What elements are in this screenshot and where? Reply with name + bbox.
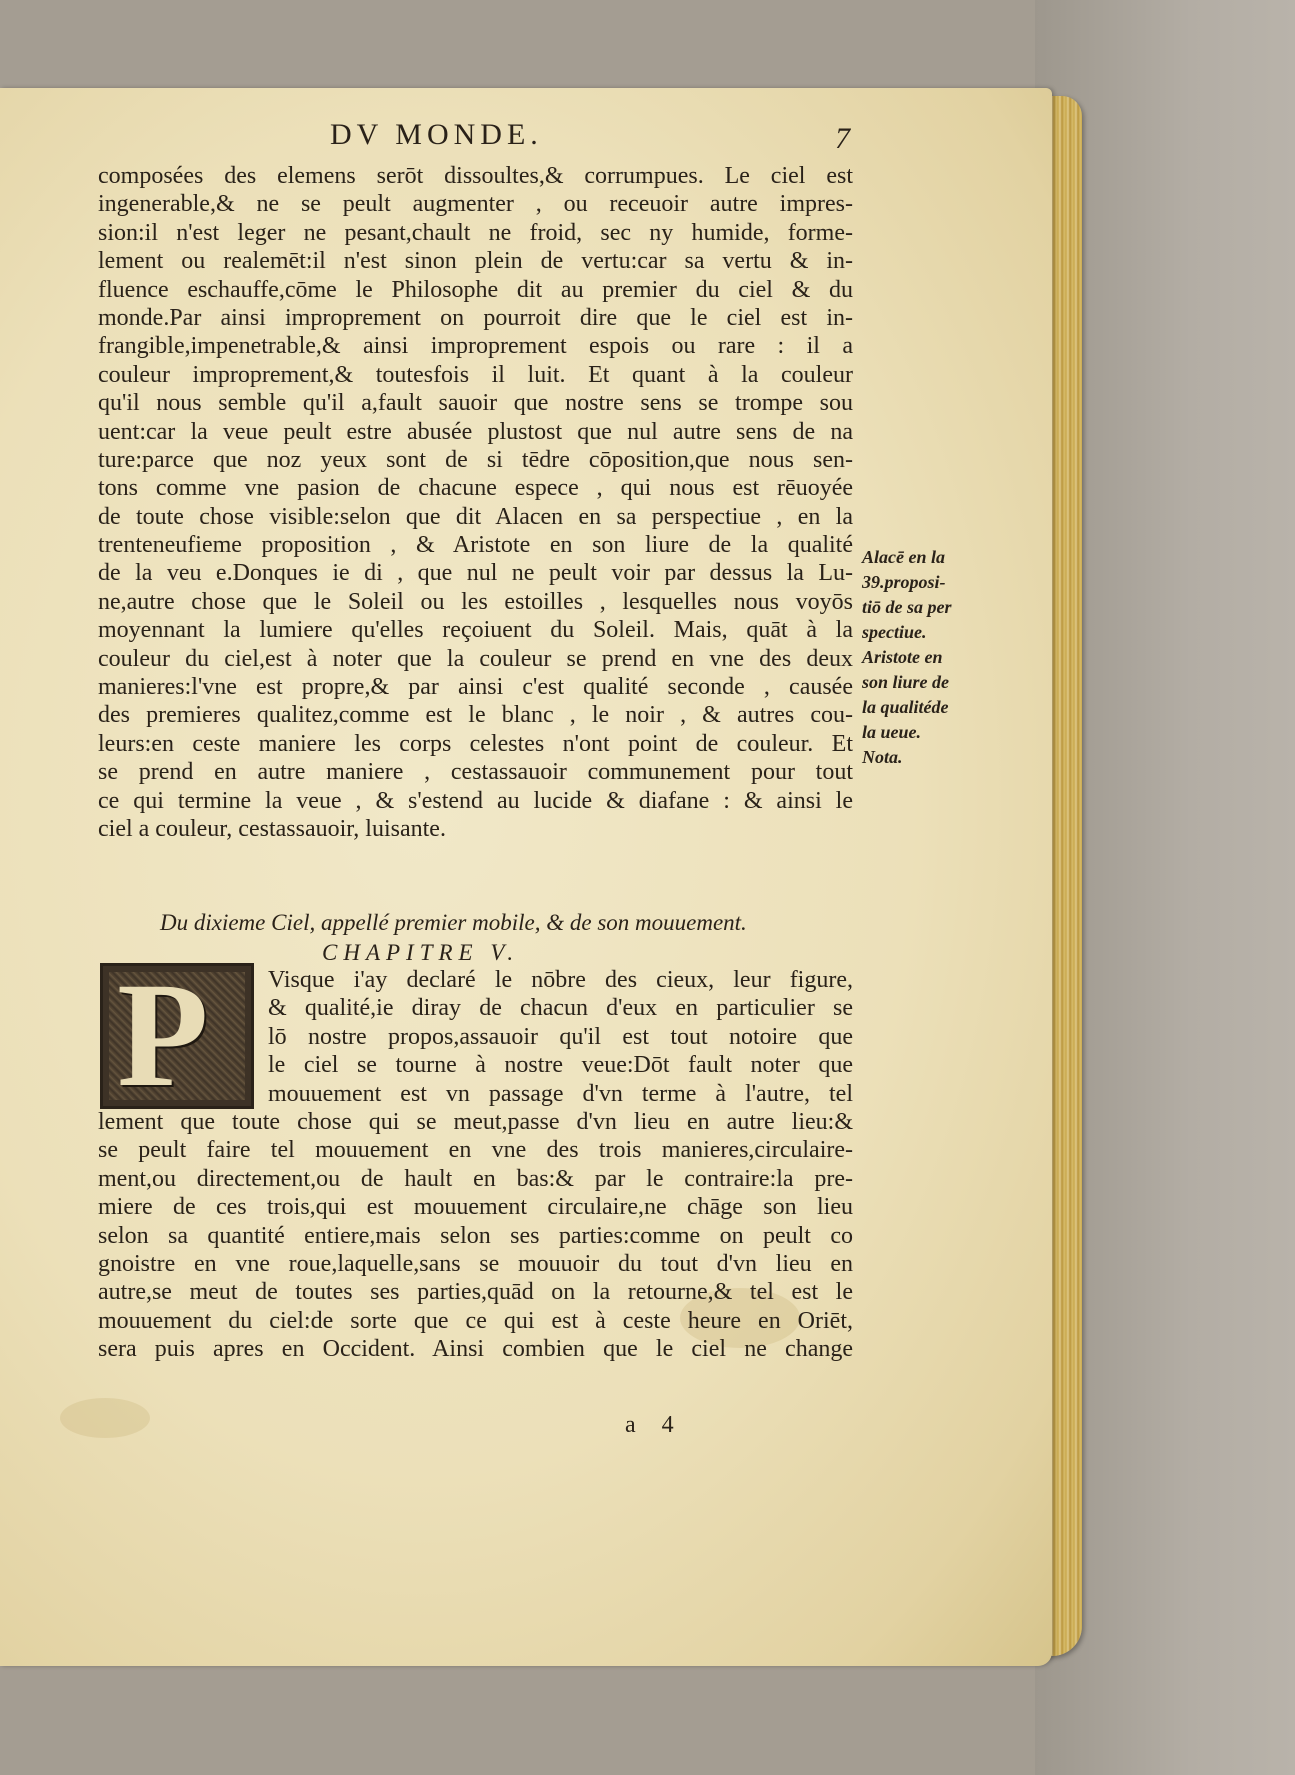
text-line: Visque i'ay declaré le nōbre des cieux, leur figure, xyxy=(268,967,853,993)
text-line: frangible,impenetrable,& ainsi improprement espois ou rare : il a xyxy=(98,333,853,360)
margin-note: la ueue. xyxy=(862,722,922,742)
text-line: ture:parce que noz yeux sont de si tēdre cōposition,que nous sen- xyxy=(98,446,853,473)
text-line: uent:car la veue peult estre abusée plustost que nul autre sens de na xyxy=(98,418,853,445)
margin-note: Aristote en xyxy=(862,647,943,667)
page-header xyxy=(90,118,860,158)
text-line: le ciel se tourne à nostre veue:Dōt fault noter que xyxy=(268,1052,853,1079)
text-line: qu'il nous semble qu'il a,fault sauoir que nostre sens se trompe sou xyxy=(98,390,853,417)
text-line: se prend en autre maniere , cestassauoir communement pour tout xyxy=(98,759,853,786)
text-line: moyennant la lumiere qu'elles reçoiuent du Soleil. Mais, quāt à la xyxy=(98,617,853,644)
stain xyxy=(60,1398,150,1438)
page-number: 7 xyxy=(835,122,850,155)
text-line: monde.Par ainsi improprement on pourroit dire que le ciel est in- xyxy=(98,304,853,331)
text-line: lement que toute chose qui se meut,passe d'vn lieu en autre lieu:& xyxy=(98,1108,853,1135)
text-line: de toute chose visible:selon que dit Alacen en sa perspectiue , en la xyxy=(98,503,853,530)
text-line: ne,autre chose que le Soleil ou les estoilles , lesquelles nous voyōs xyxy=(98,588,853,615)
margin-note: Nota. xyxy=(862,747,903,767)
text-line: gnoistre en vne roue,laquelle,sans se mouuoir du tout d'vn lieu en xyxy=(98,1250,853,1277)
text-line: ce qui termine la veue , & s'estend au lucide & diafane : & ainsi le xyxy=(98,787,853,814)
text-line: sion:il n'est leger ne pesant,chault ne froid, sec ny humide, forme- xyxy=(98,219,853,246)
text-line: leurs:en ceste maniere les corps celestes n'ont point de couleur. Et xyxy=(98,730,853,757)
chapter-label: CHAPITRE V. xyxy=(322,940,520,965)
text-line: miere de ces trois,qui est mouuement circulaire,ne chāge son lieu xyxy=(98,1194,853,1221)
margin-note: son liure de xyxy=(862,672,950,692)
text-line: lement ou realemēt:il n'est sinon plein de vertu:car sa vertu & in- xyxy=(98,248,853,275)
margin-notes xyxy=(862,545,982,770)
text-line: & qualité,ie diray de chacun d'eux en particulier se xyxy=(268,995,853,1022)
text-line: mouuement du ciel:de sorte que ce qui est à ceste heure en Oriēt, xyxy=(98,1307,853,1334)
text-line: couleur improprement,& toutesfois il luit. Et quant à la couleur xyxy=(98,361,853,388)
text-line: ciel a couleur, cestassauoir, luisante. xyxy=(98,815,446,842)
text-line: ingenerable,& ne se peult augmenter , ou receuoir autre impres- xyxy=(98,191,853,218)
signature-mark: a 4 xyxy=(625,1412,684,1438)
chapter-text-block xyxy=(98,966,853,1363)
text-line: des premieres qualitez,comme est le blanc , le noir , & autres cou- xyxy=(98,702,853,729)
text-line: composées des elemens serōt dissoultes,& corrumpues. Le ciel est xyxy=(98,163,853,189)
text-line: selon sa quantité entiere,mais selon ses parties:comme on peult co xyxy=(98,1222,853,1249)
drop-cap-letter: P xyxy=(117,952,209,1118)
text-line: ment,ou directement,ou de hault en bas:& par le contraire:la pre- xyxy=(98,1165,853,1192)
running-title: DV MONDE. xyxy=(330,118,543,151)
text-line: fluence eschauffe,cōme le Philosophe dit au premier du ciel & du xyxy=(98,276,853,303)
text-line: sera puis apres en Occident. Ainsi combien que le ciel ne change xyxy=(98,1336,853,1363)
margin-note: spectiue. xyxy=(862,622,927,642)
text-line: trenteneufieme proposition , & Aristote en son liure de la qualité xyxy=(98,532,853,559)
margin-note: 39.proposi- xyxy=(862,572,946,592)
chapter-title: Du dixieme Ciel, appellé premier mobile, & de son mouuement. xyxy=(160,910,747,935)
margin-note: Alacē en la xyxy=(862,547,945,567)
text-line: couleur du ciel,est à noter que la couleur se prend en vne des deux xyxy=(98,645,853,672)
text-line: de la veu e.Donques ie di , que nul ne peult voir par dessus la Lu- xyxy=(98,560,853,587)
margin-note: tiō de sa per xyxy=(862,597,952,617)
text-line: mouuement est vn passage d'vn terme à l'autre, tel xyxy=(268,1080,853,1107)
text-line: se peult faire tel mouuement en vne des trois manieres,circulaire- xyxy=(98,1137,853,1164)
text-line: manieres:l'vne est propre,& par ainsi c'est qualité seconde , causée xyxy=(98,674,853,701)
main-text-block xyxy=(98,162,853,843)
text-line: lō nostre propos,assauoir qu'il est tout notoire que xyxy=(268,1023,853,1050)
text-line: tons comme vne pasion de chacune espece , qui nous est rēuoyée xyxy=(98,475,853,502)
margin-note: la qualitéde xyxy=(862,697,949,717)
text-line: autre,se meut de toutes ses parties,quād on la retourne,& tel est le xyxy=(98,1279,853,1306)
